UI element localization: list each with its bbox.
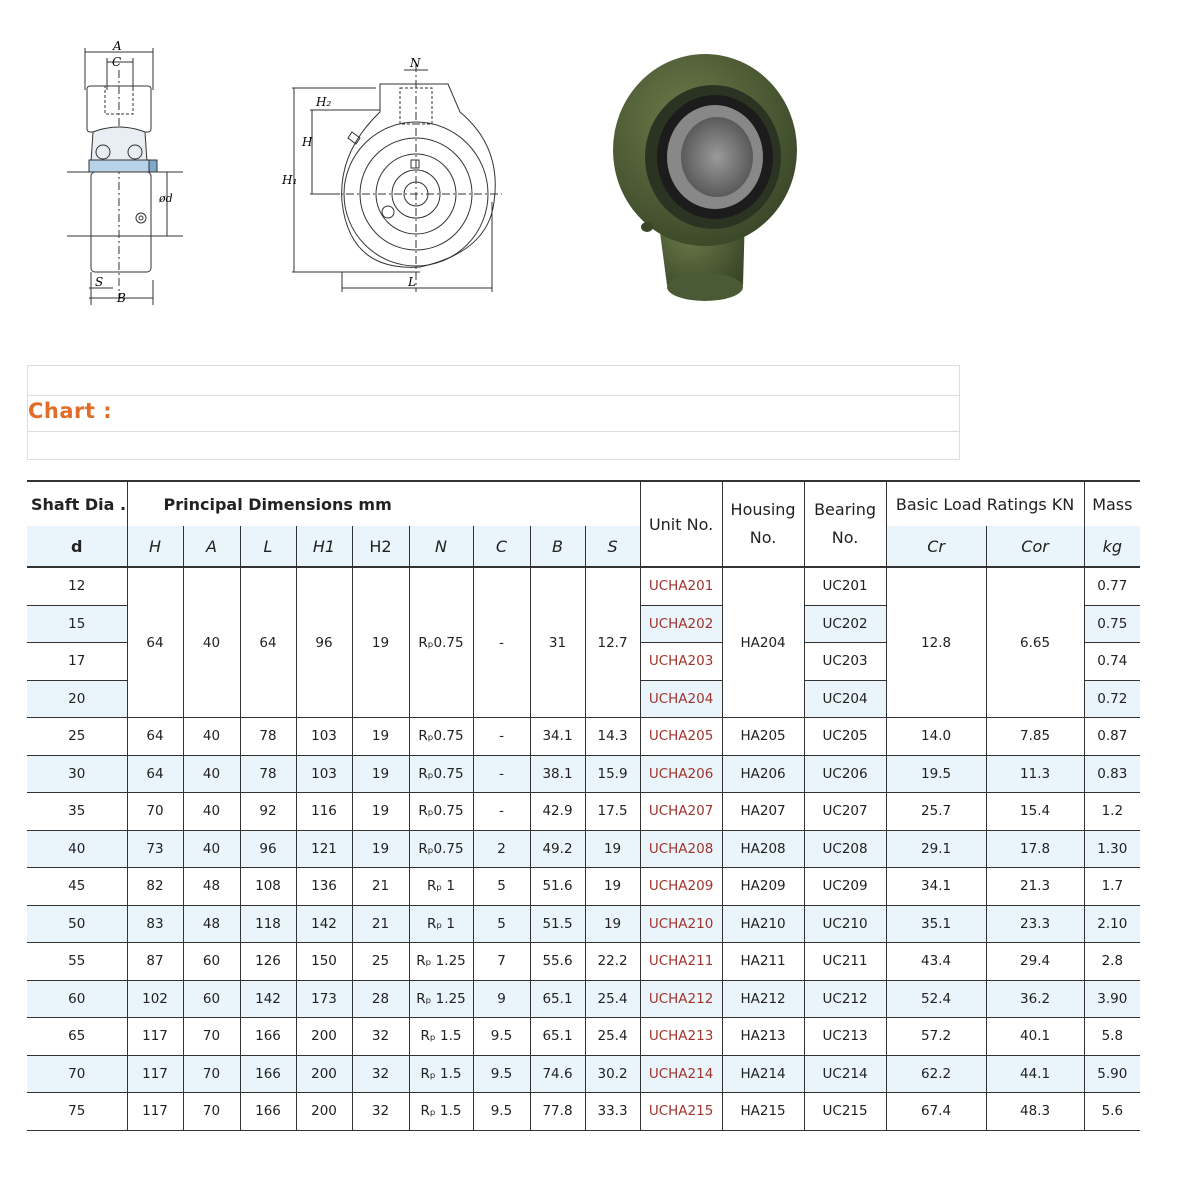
- cell-h1: 173: [296, 980, 352, 1018]
- cell-bearing: UC201: [804, 567, 886, 605]
- cell-cor: 15.4: [986, 793, 1084, 831]
- header-cor: Cor: [986, 526, 1084, 567]
- cell-cr: 14.0: [886, 718, 986, 756]
- cell-h1: 150: [296, 943, 352, 981]
- cell-h: 117: [127, 1093, 183, 1131]
- cell-s: 25.4: [585, 1018, 640, 1056]
- cell-mass: 0.72: [1084, 680, 1140, 718]
- cell-d: 75: [27, 1093, 127, 1131]
- header-n: N: [409, 526, 473, 567]
- cell-mass: 0.83: [1084, 755, 1140, 793]
- cell-cor: 36.2: [986, 980, 1084, 1018]
- header-shaft-dia: Shaft Dia .: [27, 481, 127, 526]
- cell-c: 5: [473, 868, 530, 906]
- cell-c: 5: [473, 905, 530, 943]
- front-label-c: C: [112, 55, 122, 69]
- table-row: [27, 868, 1140, 906]
- cell-h1: 200: [296, 1055, 352, 1093]
- cell-d: 25: [27, 718, 127, 756]
- cell-housing: HA211: [722, 943, 804, 981]
- cell-bearing: UC206: [804, 755, 886, 793]
- front-label-a: A: [113, 40, 122, 53]
- header-l: L: [240, 526, 296, 567]
- cell-unit: UCHA201: [640, 567, 722, 605]
- header-s: S: [585, 526, 640, 567]
- cell-s: 14.3: [585, 718, 640, 756]
- cell-mass: 1.30: [1084, 830, 1140, 868]
- cell-housing: HA213: [722, 1018, 804, 1056]
- cell-n: Rₚ 1: [409, 905, 473, 943]
- cell-unit: UCHA211: [640, 943, 722, 981]
- spec-table-body: [27, 567, 1140, 718]
- cell-l: 166: [240, 1018, 296, 1056]
- chart-heading-box: [27, 365, 960, 460]
- header-bearing-no: Bearing No.: [804, 481, 886, 567]
- cell-bearing: UC205: [804, 718, 886, 756]
- cell-unit: UCHA204: [640, 680, 722, 718]
- cell-housing: HA208: [722, 830, 804, 868]
- cell-h2: 32: [352, 1055, 409, 1093]
- cell-bearing: UC207: [804, 793, 886, 831]
- cell-h1: 136: [296, 868, 352, 906]
- cell-a: 40: [183, 718, 240, 756]
- cell-d: 17: [27, 643, 127, 681]
- cell-c: 2: [473, 830, 530, 868]
- cell-h1: 142: [296, 905, 352, 943]
- cell-h: 70: [127, 793, 183, 831]
- header-h1: H1: [296, 526, 352, 567]
- cell-bearing: UC210: [804, 905, 886, 943]
- cell-bearing: UC214: [804, 1055, 886, 1093]
- cell-a: 40: [183, 567, 240, 718]
- cell-housing: HA204: [722, 567, 804, 718]
- cell-housing: HA205: [722, 718, 804, 756]
- cell-cor: 29.4: [986, 943, 1084, 981]
- cell-mass: 2.8: [1084, 943, 1140, 981]
- cell-n: Rₚ0.75: [409, 567, 473, 718]
- cell-c: 9.5: [473, 1018, 530, 1056]
- cell-d: 30: [27, 755, 127, 793]
- cell-housing: HA206: [722, 755, 804, 793]
- cell-unit: UCHA209: [640, 868, 722, 906]
- table-row: [27, 793, 1140, 831]
- cell-l: 96: [240, 830, 296, 868]
- cell-h2: 19: [352, 755, 409, 793]
- table-row: [27, 943, 1140, 981]
- cell-a: 70: [183, 1018, 240, 1056]
- cell-d: 50: [27, 905, 127, 943]
- cell-s: 17.5: [585, 793, 640, 831]
- cell-cor: 7.85: [986, 718, 1084, 756]
- side-label-l: L: [408, 275, 416, 289]
- cell-h: 117: [127, 1055, 183, 1093]
- cell-n: Rₚ 1.5: [409, 1018, 473, 1056]
- cell-housing: HA210: [722, 905, 804, 943]
- cell-l: 166: [240, 1093, 296, 1131]
- cell-a: 40: [183, 755, 240, 793]
- cell-h: 73: [127, 830, 183, 868]
- cell-h1: 116: [296, 793, 352, 831]
- cell-mass: 2.10: [1084, 905, 1140, 943]
- chart-heading: Chart :: [28, 399, 113, 423]
- cell-b: 51.5: [530, 905, 585, 943]
- header-load-ratings: Basic Load Ratings KN: [886, 481, 1084, 526]
- cell-s: 19: [585, 868, 640, 906]
- cell-s: 19: [585, 905, 640, 943]
- cell-unit: UCHA208: [640, 830, 722, 868]
- cell-h2: 19: [352, 567, 409, 718]
- cell-s: 25.4: [585, 980, 640, 1018]
- cell-unit: UCHA214: [640, 1055, 722, 1093]
- cell-s: 19: [585, 830, 640, 868]
- table-row: [27, 1093, 1140, 1131]
- cell-l: 78: [240, 718, 296, 756]
- table-row: [27, 755, 1140, 793]
- cell-h2: 19: [352, 718, 409, 756]
- header-a: A: [183, 526, 240, 567]
- cell-d: 40: [27, 830, 127, 868]
- cell-unit: UCHA205: [640, 718, 722, 756]
- cell-s: 30.2: [585, 1055, 640, 1093]
- cell-a: 40: [183, 830, 240, 868]
- cell-c: -: [473, 567, 530, 718]
- cell-a: 60: [183, 980, 240, 1018]
- cell-h: 64: [127, 755, 183, 793]
- cell-l: 142: [240, 980, 296, 1018]
- cell-unit: UCHA203: [640, 643, 722, 681]
- product-photo: [605, 45, 805, 310]
- cell-mass: 3.90: [1084, 980, 1140, 1018]
- cell-h1: 96: [296, 567, 352, 718]
- cell-n: Rₚ 1.25: [409, 980, 473, 1018]
- side-label-h2: H₂: [316, 95, 332, 109]
- cell-mass: 5.6: [1084, 1093, 1140, 1131]
- technical-drawings: [0, 0, 1200, 340]
- cell-c: 9.5: [473, 1055, 530, 1093]
- cell-b: 49.2: [530, 830, 585, 868]
- header-housing-no: Housing No.: [722, 481, 804, 567]
- cell-mass: 0.75: [1084, 605, 1140, 643]
- cell-l: 78: [240, 755, 296, 793]
- cell-d: 35: [27, 793, 127, 831]
- cell-unit: UCHA207: [640, 793, 722, 831]
- cell-d: 55: [27, 943, 127, 981]
- cell-s: 33.3: [585, 1093, 640, 1131]
- cell-h1: 103: [296, 755, 352, 793]
- front-label-s: S: [95, 275, 104, 289]
- cell-mass: 0.87: [1084, 718, 1140, 756]
- cell-unit: UCHA206: [640, 755, 722, 793]
- cell-mass: 5.8: [1084, 1018, 1140, 1056]
- cell-n: Rₚ 1.25: [409, 943, 473, 981]
- cell-c: -: [473, 718, 530, 756]
- side-view-drawing: [280, 52, 510, 302]
- cell-h2: 21: [352, 905, 409, 943]
- cell-h2: 28: [352, 980, 409, 1018]
- cell-cr: 29.1: [886, 830, 986, 868]
- cell-h: 82: [127, 868, 183, 906]
- cell-n: Rₚ0.75: [409, 755, 473, 793]
- cell-a: 48: [183, 868, 240, 906]
- cell-s: 15.9: [585, 755, 640, 793]
- cell-bearing: UC204: [804, 680, 886, 718]
- cell-d: 20: [27, 680, 127, 718]
- cell-unit: UCHA213: [640, 1018, 722, 1056]
- cell-b: 65.1: [530, 1018, 585, 1056]
- cell-mass: 0.74: [1084, 643, 1140, 681]
- cell-b: 65.1: [530, 980, 585, 1018]
- cell-housing: HA215: [722, 1093, 804, 1131]
- cell-mass: 0.77: [1084, 567, 1140, 605]
- cell-a: 70: [183, 1093, 240, 1131]
- cell-h1: 121: [296, 830, 352, 868]
- spec-table-rows: [27, 718, 1140, 1131]
- cell-n: Rₚ 1: [409, 868, 473, 906]
- cell-n: Rₚ 1.5: [409, 1055, 473, 1093]
- spec-table: [27, 480, 1140, 1131]
- cell-h: 102: [127, 980, 183, 1018]
- cell-housing: HA209: [722, 868, 804, 906]
- cell-d: 12: [27, 567, 127, 605]
- cell-h2: 32: [352, 1093, 409, 1131]
- cell-l: 166: [240, 1055, 296, 1093]
- cell-bearing: UC209: [804, 868, 886, 906]
- table-row: [27, 567, 1140, 605]
- header-h2: H2: [352, 526, 409, 567]
- header-h: H: [127, 526, 183, 567]
- cell-cr: 57.2: [886, 1018, 986, 1056]
- table-row: [27, 718, 1140, 756]
- front-label-d: ød: [159, 192, 173, 205]
- cell-cor: 21.3: [986, 868, 1084, 906]
- cell-n: Rₚ 1.5: [409, 1093, 473, 1131]
- cell-l: 118: [240, 905, 296, 943]
- cell-bearing: UC211: [804, 943, 886, 981]
- cell-h2: 32: [352, 1018, 409, 1056]
- table-row: [27, 830, 1140, 868]
- header-kg: kg: [1084, 526, 1140, 567]
- table-row: [27, 905, 1140, 943]
- cell-bearing: UC203: [804, 643, 886, 681]
- cell-b: 51.6: [530, 868, 585, 906]
- cell-bearing: UC208: [804, 830, 886, 868]
- cell-cor: 48.3: [986, 1093, 1084, 1131]
- side-label-h: H: [302, 135, 313, 149]
- cell-housing: HA212: [722, 980, 804, 1018]
- cell-c: 7: [473, 943, 530, 981]
- cell-cor: 17.8: [986, 830, 1084, 868]
- header-b: B: [530, 526, 585, 567]
- cell-s: 22.2: [585, 943, 640, 981]
- cell-cr: 43.4: [886, 943, 986, 981]
- cell-unit: UCHA212: [640, 980, 722, 1018]
- cell-cr: 62.2: [886, 1055, 986, 1093]
- cell-h: 87: [127, 943, 183, 981]
- cell-c: 9.5: [473, 1093, 530, 1131]
- cell-l: 64: [240, 567, 296, 718]
- cell-d: 15: [27, 605, 127, 643]
- cell-a: 70: [183, 1055, 240, 1093]
- cell-cr: 12.8: [886, 567, 986, 718]
- cell-l: 108: [240, 868, 296, 906]
- cell-c: -: [473, 755, 530, 793]
- cell-cr: 67.4: [886, 1093, 986, 1131]
- cell-cor: 6.65: [986, 567, 1084, 718]
- table-row: [27, 1055, 1140, 1093]
- cell-n: Rₚ0.75: [409, 830, 473, 868]
- front-label-b: B: [117, 291, 126, 305]
- cell-unit: UCHA202: [640, 605, 722, 643]
- cell-b: 42.9: [530, 793, 585, 831]
- cell-h: 64: [127, 567, 183, 718]
- cell-cor: 40.1: [986, 1018, 1084, 1056]
- cell-b: 38.1: [530, 755, 585, 793]
- cell-mass: 1.2: [1084, 793, 1140, 831]
- cell-l: 92: [240, 793, 296, 831]
- cell-b: 74.6: [530, 1055, 585, 1093]
- header-c: C: [473, 526, 530, 567]
- cell-h1: 200: [296, 1018, 352, 1056]
- cell-c: 9: [473, 980, 530, 1018]
- cell-h1: 200: [296, 1093, 352, 1131]
- header-principal-dimensions: Principal Dimensions mm: [127, 481, 640, 526]
- cell-cr: 35.1: [886, 905, 986, 943]
- header-d: d: [27, 526, 127, 567]
- cell-h2: 21: [352, 868, 409, 906]
- cell-n: Rₚ0.75: [409, 793, 473, 831]
- cell-unit: UCHA210: [640, 905, 722, 943]
- cell-cor: 23.3: [986, 905, 1084, 943]
- cell-mass: 1.7: [1084, 868, 1140, 906]
- cell-housing: HA214: [722, 1055, 804, 1093]
- side-label-h1: H₁: [282, 173, 298, 187]
- cell-cor: 44.1: [986, 1055, 1084, 1093]
- cell-bearing: UC202: [804, 605, 886, 643]
- cell-d: 45: [27, 868, 127, 906]
- cell-a: 48: [183, 905, 240, 943]
- table-row: [27, 1018, 1140, 1056]
- cell-b: 31: [530, 567, 585, 718]
- cell-cr: 19.5: [886, 755, 986, 793]
- cell-h1: 103: [296, 718, 352, 756]
- cell-bearing: UC215: [804, 1093, 886, 1131]
- cell-h2: 25: [352, 943, 409, 981]
- cell-h2: 19: [352, 793, 409, 831]
- cell-a: 40: [183, 793, 240, 831]
- cell-cr: 25.7: [886, 793, 986, 831]
- cell-unit: UCHA215: [640, 1093, 722, 1131]
- front-view-drawing: [55, 40, 195, 310]
- header-mass: Mass: [1084, 481, 1140, 526]
- cell-d: 70: [27, 1055, 127, 1093]
- cell-h: 117: [127, 1018, 183, 1056]
- table-row: [27, 980, 1140, 1018]
- header-cr: Cr: [886, 526, 986, 567]
- cell-mass: 5.90: [1084, 1055, 1140, 1093]
- cell-n: Rₚ0.75: [409, 718, 473, 756]
- cell-b: 34.1: [530, 718, 585, 756]
- cell-a: 60: [183, 943, 240, 981]
- cell-cr: 52.4: [886, 980, 986, 1018]
- cell-d: 60: [27, 980, 127, 1018]
- cell-c: -: [473, 793, 530, 831]
- cell-cor: 11.3: [986, 755, 1084, 793]
- cell-s: 12.7: [585, 567, 640, 718]
- side-label-n: N: [410, 56, 421, 70]
- cell-h: 64: [127, 718, 183, 756]
- cell-housing: HA207: [722, 793, 804, 831]
- cell-bearing: UC212: [804, 980, 886, 1018]
- cell-d: 65: [27, 1018, 127, 1056]
- header-unit-no: Unit No.: [640, 481, 722, 567]
- cell-bearing: UC213: [804, 1018, 886, 1056]
- cell-cr: 34.1: [886, 868, 986, 906]
- cell-b: 55.6: [530, 943, 585, 981]
- cell-l: 126: [240, 943, 296, 981]
- cell-b: 77.8: [530, 1093, 585, 1131]
- cell-h2: 19: [352, 830, 409, 868]
- cell-h: 83: [127, 905, 183, 943]
